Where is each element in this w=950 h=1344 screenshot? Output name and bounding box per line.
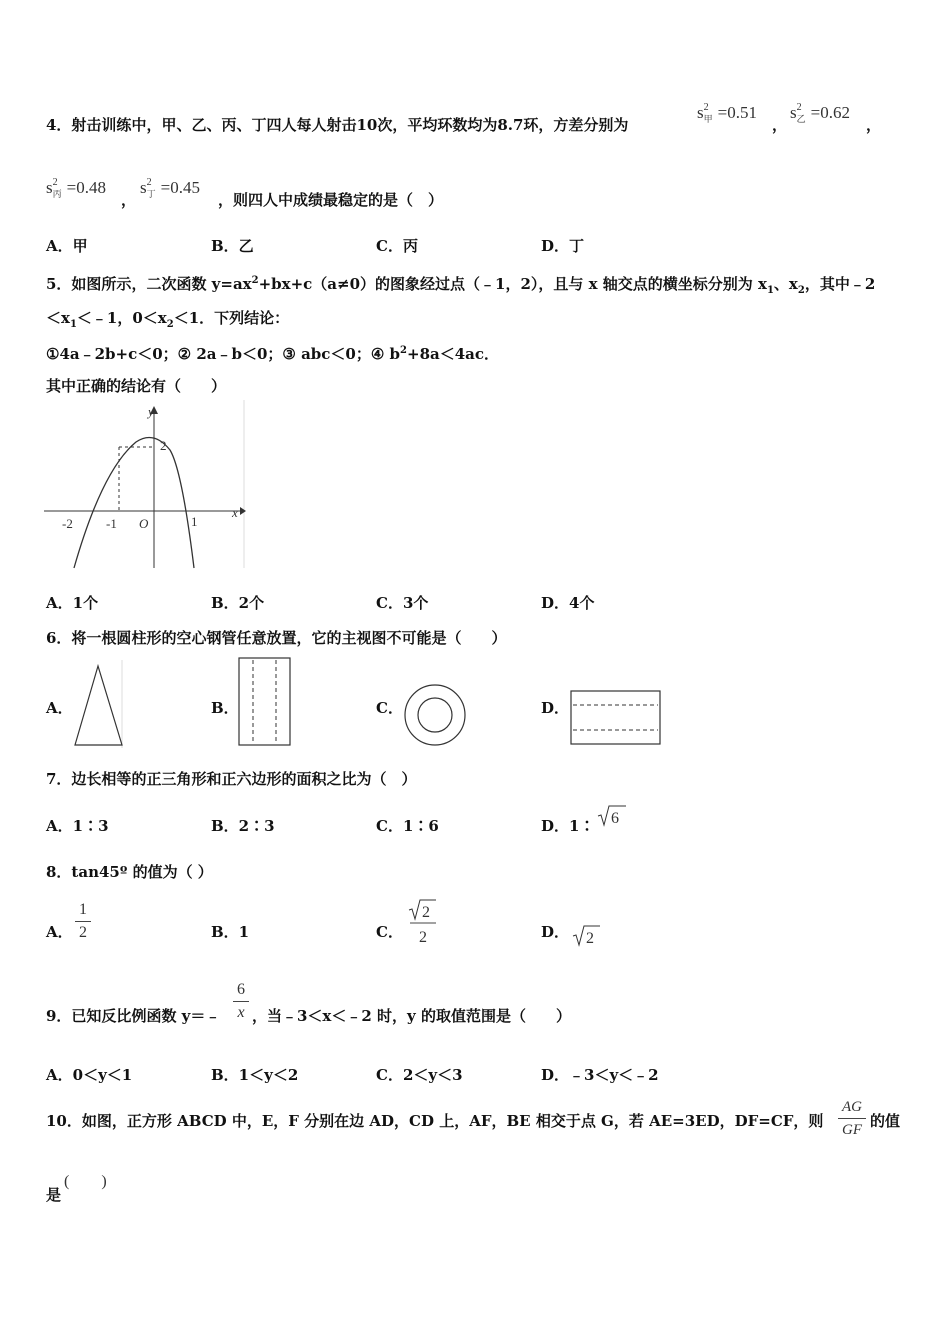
q8-d-sqrt2 <box>572 924 602 948</box>
q6-stem: 6．将一根圆柱形的空心钢管任意放置，它的主视图不可能是（ ） <box>46 629 507 647</box>
q4-option-c[interactable]: C．丙 <box>376 237 418 255</box>
label-neg1: -1 <box>106 516 117 531</box>
q6-option-b[interactable]: B． <box>211 699 239 717</box>
x-label: x <box>232 505 238 520</box>
q6-rings-figure <box>402 682 468 748</box>
label-origin: O <box>139 516 149 531</box>
numerator: 2 <box>422 904 430 921</box>
q8-a-fraction: 1 2 <box>75 900 91 943</box>
q7-option-a[interactable]: A．1∶3 <box>46 817 109 835</box>
q4-variance-jia: $s^2_甲 =0.51$ <box>697 102 757 124</box>
outer-circle <box>405 685 465 745</box>
q4-option-d[interactable]: D．丁 <box>541 237 585 255</box>
triangle <box>75 666 122 745</box>
comma: ， <box>772 116 788 134</box>
label-neg2: -2 <box>62 516 73 531</box>
q9-option-d[interactable]: D．﹣3＜y＜﹣2 <box>541 1066 659 1084</box>
q6-horizontal-rect-figure <box>569 689 663 747</box>
q5-stem-line4: 其中正确的结论有（ ） <box>46 377 227 395</box>
radicand: 6 <box>611 810 619 827</box>
q5-stem-line3: ①4a﹣2b+c＜0；② 2a﹣b＜0；③ abc＜0；④ $b^2+8a<4ac$． <box>46 345 500 363</box>
q10-stem-b: 的值 <box>870 1112 901 1130</box>
q7-option-d[interactable]: D．1∶ <box>541 817 595 835</box>
q10-fraction: AG GF <box>838 1097 866 1140</box>
denominator: 2 <box>419 929 427 946</box>
q5-option-c[interactable]: C．3个 <box>376 594 429 612</box>
label-1: 1 <box>191 514 198 529</box>
q7-option-c[interactable]: C．1∶6 <box>376 817 439 835</box>
y-label: y <box>148 404 154 419</box>
q8-option-d[interactable]: D． <box>541 923 570 941</box>
rectangle <box>239 658 290 745</box>
q9-option-c[interactable]: C．2＜y＜3 <box>376 1066 463 1084</box>
q6-triangle-figure <box>70 660 126 750</box>
q8-option-c[interactable]: C． <box>376 923 403 941</box>
q5-stem-line1: 5．如图所示，二次函数 $y=ax^2+bx+c(a\ne 0)$的图象经过点（﹣1，2），且与 x 轴交点的横坐标分别为 $x_1$、$x_2$，其中﹣2 <box>46 275 876 296</box>
parabola-curve <box>74 438 194 569</box>
q5-option-d[interactable]: D．4个 <box>541 594 595 612</box>
q8-c-fraction <box>408 898 438 948</box>
q6-rectangle-dashed-figure <box>237 656 293 748</box>
q8-stem: 8．tan45º 的值为（ ） <box>46 863 213 881</box>
q4-option-b[interactable]: B．乙 <box>211 237 254 255</box>
q4-stem-tail: ，则四人中成绩最稳定的是（ ） <box>218 191 444 209</box>
q9-option-a[interactable]: A．0＜y＜1 <box>46 1066 133 1084</box>
q5-option-a[interactable]: A．1个 <box>46 594 99 612</box>
label-2: 2 <box>160 438 167 453</box>
q6-option-a[interactable]: A． <box>46 699 73 717</box>
q6-option-c[interactable]: C． <box>376 699 403 717</box>
sqrt6 <box>597 804 627 828</box>
q4-option-a[interactable]: A．甲 <box>46 237 88 255</box>
comma: ， <box>121 191 137 209</box>
q4-stem: 4．射击训练中，甲、乙、丙、丁四人每人射击10次，平均环数均为8.7环，方差分别为 <box>46 116 629 134</box>
q10-stem-a: 10．如图，正方形 ABCD 中，E，F 分别在边 AD，CD 上，AF，BE 相交于点 G，若 AE=3ED，DF=CF，则 <box>46 1112 824 1130</box>
rectangle <box>571 691 660 744</box>
q4-variance-ding: $s^2_丁 =0.45$ <box>140 177 200 199</box>
q10-answer-paren: ( ) <box>64 1173 107 1190</box>
q9-stem-a: 9．已知反比例函数 y＝﹣ <box>46 1007 221 1025</box>
q6-option-d[interactable]: D． <box>541 699 570 717</box>
q9-stem-b: ，当﹣3＜x＜﹣2 时，y 的取值范围是（ ） <box>252 1007 571 1025</box>
parabola-graph <box>44 400 248 572</box>
q9-fraction: 6 x <box>233 980 249 1023</box>
q4-variance-yi: $s^2_乙 =0.62$ <box>790 102 850 124</box>
q5-stem-line2: $<x_1<﹣1$，$0<x_2<1$．下列结论： <box>46 309 290 330</box>
q5-option-b[interactable]: B．2个 <box>211 594 265 612</box>
q7-option-b[interactable]: B．2∶3 <box>211 817 275 835</box>
q8-option-b[interactable]: B．1 <box>211 923 250 941</box>
q7-stem: 7．边长相等的正三角形和正六边形的面积之比为（ ） <box>46 770 417 788</box>
inner-circle <box>418 698 452 732</box>
radicand: 2 <box>586 930 594 947</box>
x-axis-arrow <box>240 507 246 515</box>
q8-option-a[interactable]: A． <box>46 923 73 941</box>
q10-stem-line2: 是 <box>46 1186 62 1204</box>
comma: ， <box>866 116 882 134</box>
q9-option-b[interactable]: B．1＜y＜2 <box>211 1066 299 1084</box>
q4-variance-bing: $s^2_丙 =0.48$ <box>46 177 106 199</box>
